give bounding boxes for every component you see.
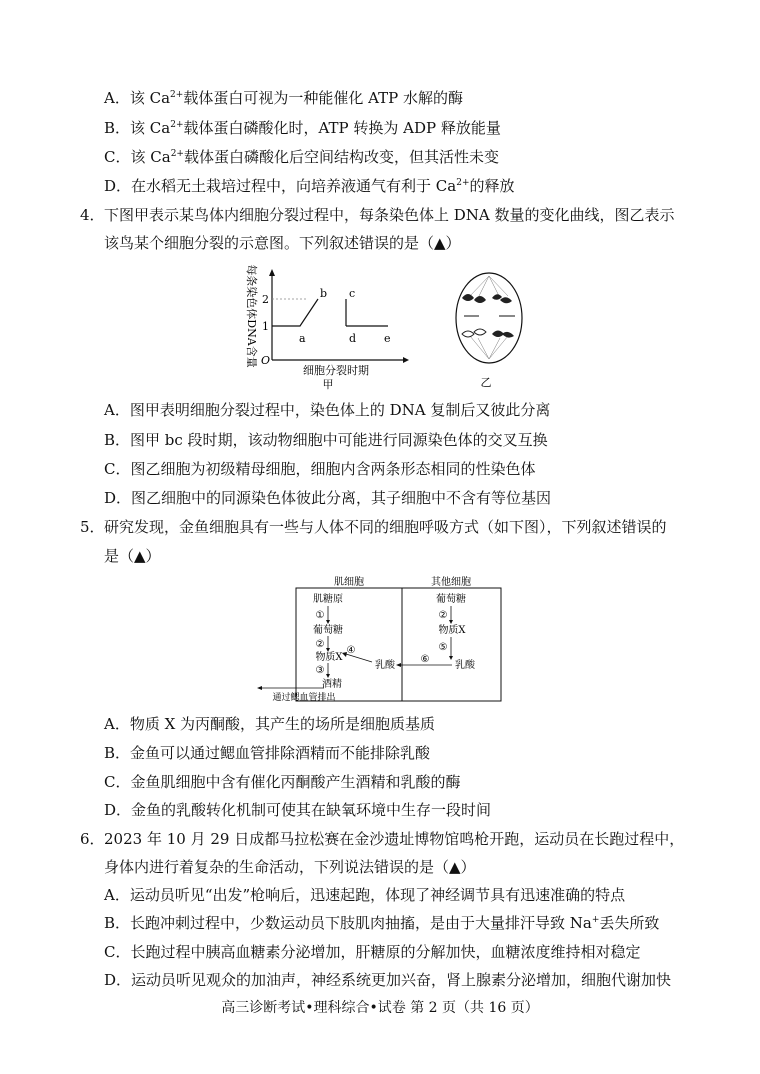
- q3-option-b: B．该 $Ca^{2+}$载体蛋白磷酸化时，ATP 转换为 ADP 释放能量: [104, 119, 501, 137]
- yi-chromosomes-lower-dark: [492, 331, 514, 338]
- yi-chromosomes-lower: [462, 329, 486, 337]
- jia-curve-ab: [272, 299, 318, 326]
- q6-stem-line2: 身体内进行着复杂的生命活动，下列说法错误的是（▲）: [104, 858, 476, 876]
- lactate-right-label: 乳酸: [455, 660, 475, 671]
- figure-yi: [440, 268, 540, 390]
- q6-option-a: A．运动员听见“出发”枪响后，迅速起跑，体现了神经调节具有迅速准确的特点: [104, 886, 626, 904]
- q5-stem-line1: 研究发现，金鱼细胞具有一些与人体不同的细胞呼吸方式（如下图），下列叙述错误的: [104, 518, 667, 536]
- glucose-right-label: 葡萄糖: [436, 594, 466, 605]
- jia-caption: 甲: [322, 378, 334, 390]
- q6-option-d: D．运动员听见观众的加油声，神经系统更加兴奋，肾上腺素分泌增加，细胞代谢加快: [104, 971, 672, 989]
- substance-x-left: 物质X: [315, 652, 343, 663]
- ethanol-label: 酒精: [322, 679, 342, 690]
- jia-point-b: b: [320, 287, 328, 300]
- q4-stem-line2: 该鸟某个细胞分裂的示意图。下列叙述错误的是（▲）: [104, 234, 461, 252]
- q5-option-c: C．金鱼肌细胞中含有催化丙酮酸产生酒精和乳酸的酶: [104, 773, 461, 791]
- q6-option-b: B．长跑冲刺过程中，少数运动员下肢肌肉抽搐，是由于大量排汗导致 Na+丢失所致: [104, 914, 660, 932]
- substance-x-right: 物质X: [438, 625, 466, 636]
- q4-number: 4．: [80, 206, 105, 224]
- jia-ylabel: 每条染色体DNA含量: [245, 264, 258, 368]
- glucose-left-label: 葡萄糖: [313, 625, 343, 636]
- page-footer: 高三诊断考试•理科综合•试卷 第 2 页（共 16 页）: [221, 1000, 539, 1016]
- step-4: ④: [346, 645, 356, 656]
- step-3: ③: [315, 665, 325, 676]
- jia-point-d: d: [349, 332, 357, 345]
- q4-stem-line1: 下图甲表示某鸟体内细胞分裂过程中，每条染色体上 DNA 数量的变化曲线，图乙表示: [104, 206, 675, 224]
- q4-option-b: B．图甲 bc 段时期，该动物细胞中可能进行同源染色体的交叉互换: [104, 431, 548, 449]
- figure-jia: [238, 262, 418, 390]
- jia-ytick-2: 2: [262, 293, 269, 306]
- q4-option-a: A．图甲表明细胞分裂过程中，染色体上的 DNA 复制后又彼此分离: [104, 401, 551, 419]
- yi-caption: 乙: [480, 376, 492, 389]
- lactate-mid-label: 乳酸: [375, 660, 395, 671]
- jia-ytick-1: 1: [262, 320, 269, 333]
- muscle-cell-header: 肌细胞: [334, 577, 364, 588]
- q5-option-d: D．金鱼的乳酸转化机制可使其在缺氧环境中生存一段时间: [104, 801, 492, 819]
- q3-option-d: D．在水稻无土栽培过程中，向培养液通气有利于 $Ca^{2+}$的释放: [104, 177, 515, 195]
- q5-number: 5．: [80, 518, 105, 536]
- q6-number: 6．: [80, 830, 105, 848]
- respiration-diagram: [254, 574, 504, 704]
- q5-option-a: A．物质 X 为丙酮酸，其产生的场所是细胞质基质: [104, 715, 436, 733]
- step-1: ①: [315, 610, 325, 621]
- yi-cell-outline: [456, 273, 522, 363]
- yi-chromosomes-upper: [462, 294, 512, 303]
- step-6: ⑥: [420, 654, 430, 665]
- jia-origin: O: [261, 354, 271, 367]
- other-cell-header: 其他细胞: [431, 577, 471, 588]
- excrete-label: 通过鳃血管排出: [272, 693, 336, 703]
- q4-option-d: D．图乙细胞中的同源染色体彼此分离，其子细胞中不含有等位基因: [104, 489, 552, 507]
- step-2-right: ②: [438, 610, 448, 621]
- q5-stem-line2: 是（▲）: [104, 547, 161, 565]
- jia-xlabel: 细胞分裂时期: [303, 364, 369, 377]
- q5-option-b: B．金鱼可以通过鳃血管排除酒精而不能排除乳酸: [104, 744, 431, 762]
- yi-spindle-lower: [470, 336, 508, 359]
- jia-point-c: c: [349, 287, 356, 300]
- q4-option-c: C．图乙细胞为初级精母细胞，细胞内含两条形态相同的性染色体: [104, 460, 536, 478]
- jia-point-a: a: [299, 332, 306, 345]
- step-5: ⑤: [438, 642, 448, 653]
- q3-option-a: A．该 $Ca^{2+}$载体蛋白可视为一种能催化 ATP 水解的酶: [104, 89, 463, 107]
- yi-spindle-upper: [470, 276, 508, 298]
- q6-stem-line1: 2023 年 10 月 29 日成都马拉松赛在金沙遗址博物馆鸣枪开跑，运动员在长跑过程中，: [104, 830, 685, 848]
- q3-option-c: C．该 $Ca^{2+}$载体蛋白磷酸化后空间结构改变，但其活性未变: [104, 148, 499, 166]
- q6-option-c: C．长跑过程中胰高血糖素分泌增加，肝糖原的分解加快，血糖浓度维持相对稳定: [104, 943, 641, 961]
- jia-y-arrow: [269, 269, 275, 276]
- jia-x-arrow: [403, 357, 409, 363]
- jia-point-e: e: [384, 332, 391, 345]
- step-2-left: ②: [315, 639, 325, 650]
- glycogen-label: 肌糖原: [313, 594, 343, 605]
